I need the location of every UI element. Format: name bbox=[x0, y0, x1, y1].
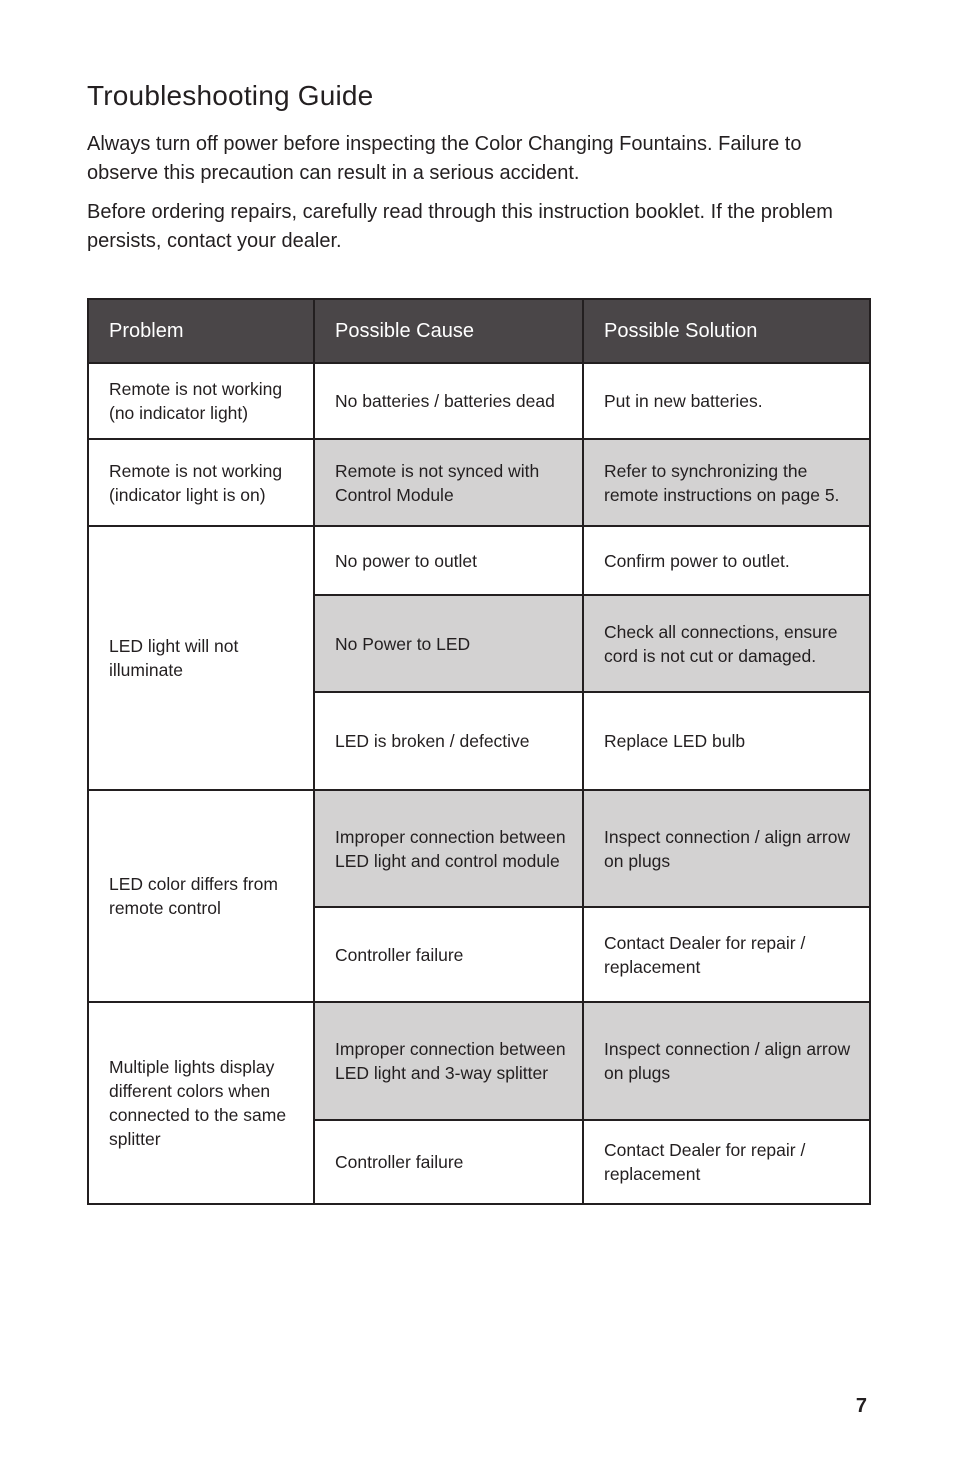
problem-cell: Remote is not working (indicator light is on) bbox=[88, 439, 314, 526]
cause-cell: Improper connection between LED light and 3-way splitter bbox=[314, 1002, 583, 1120]
problem-cell: Remote is not working (no indicator light) bbox=[88, 363, 314, 439]
solution-cell: Contact Dealer for repair / replacement bbox=[583, 1120, 870, 1204]
page-title: Troubleshooting Guide bbox=[87, 80, 374, 111]
table-row bbox=[88, 363, 870, 439]
safety-warning-paragraph: Always turn off power before inspecting the Color Changing Fountains. Failure to observe this precaution can result in a serious accident. bbox=[87, 133, 802, 184]
table-row bbox=[88, 790, 870, 907]
problem-cell: LED light will not illuminate bbox=[88, 526, 314, 790]
cause-cell: Controller failure bbox=[314, 907, 583, 1002]
cause-cell: Improper connection between LED light and control module bbox=[314, 790, 583, 907]
page-number: 7 bbox=[855, 1395, 867, 1417]
cause-cell: Controller failure bbox=[314, 1120, 583, 1204]
cause-cell: No batteries / batteries dead bbox=[314, 363, 583, 439]
cause-cell: Remote is not synced with Control Module bbox=[314, 439, 583, 526]
cause-cell: LED is broken / defective bbox=[314, 692, 583, 790]
troubleshooting-table bbox=[87, 298, 871, 1205]
solution-cell: Contact Dealer for repair / replacement bbox=[583, 907, 870, 1002]
solution-cell: Put in new batteries. bbox=[583, 363, 870, 439]
solution-cell: Refer to synchronizing the remote instructions on page 5. bbox=[583, 439, 870, 526]
cause-cell: No power to outlet bbox=[314, 526, 583, 595]
solution-cell: Check all connections, ensure cord is not cut or damaged. bbox=[583, 595, 870, 692]
table-row bbox=[88, 1002, 870, 1120]
repair-instructions-paragraph: Before ordering repairs, carefully read through this instruction booklet. If the problem persists, contact your dealer. bbox=[87, 201, 833, 252]
problem-cell: LED color differs from remote control bbox=[88, 790, 314, 1002]
solution-cell: Replace LED bulb bbox=[583, 692, 870, 790]
solution-cell: Confirm power to outlet. bbox=[583, 526, 870, 595]
solution-cell: Inspect connection / align arrow on plugs bbox=[583, 790, 870, 907]
table-row bbox=[88, 526, 870, 595]
header-possible-cause: Possible Cause bbox=[314, 299, 583, 363]
table-header-row bbox=[88, 299, 870, 363]
header-possible-solution: Possible Solution bbox=[583, 299, 870, 363]
cause-cell: No Power to LED bbox=[314, 595, 583, 692]
solution-cell: Inspect connection / align arrow on plugs bbox=[583, 1002, 870, 1120]
header-problem: Problem bbox=[88, 299, 314, 363]
table-row bbox=[88, 439, 870, 526]
problem-cell: Multiple lights display different colors when connected to the same splitter bbox=[88, 1002, 314, 1204]
